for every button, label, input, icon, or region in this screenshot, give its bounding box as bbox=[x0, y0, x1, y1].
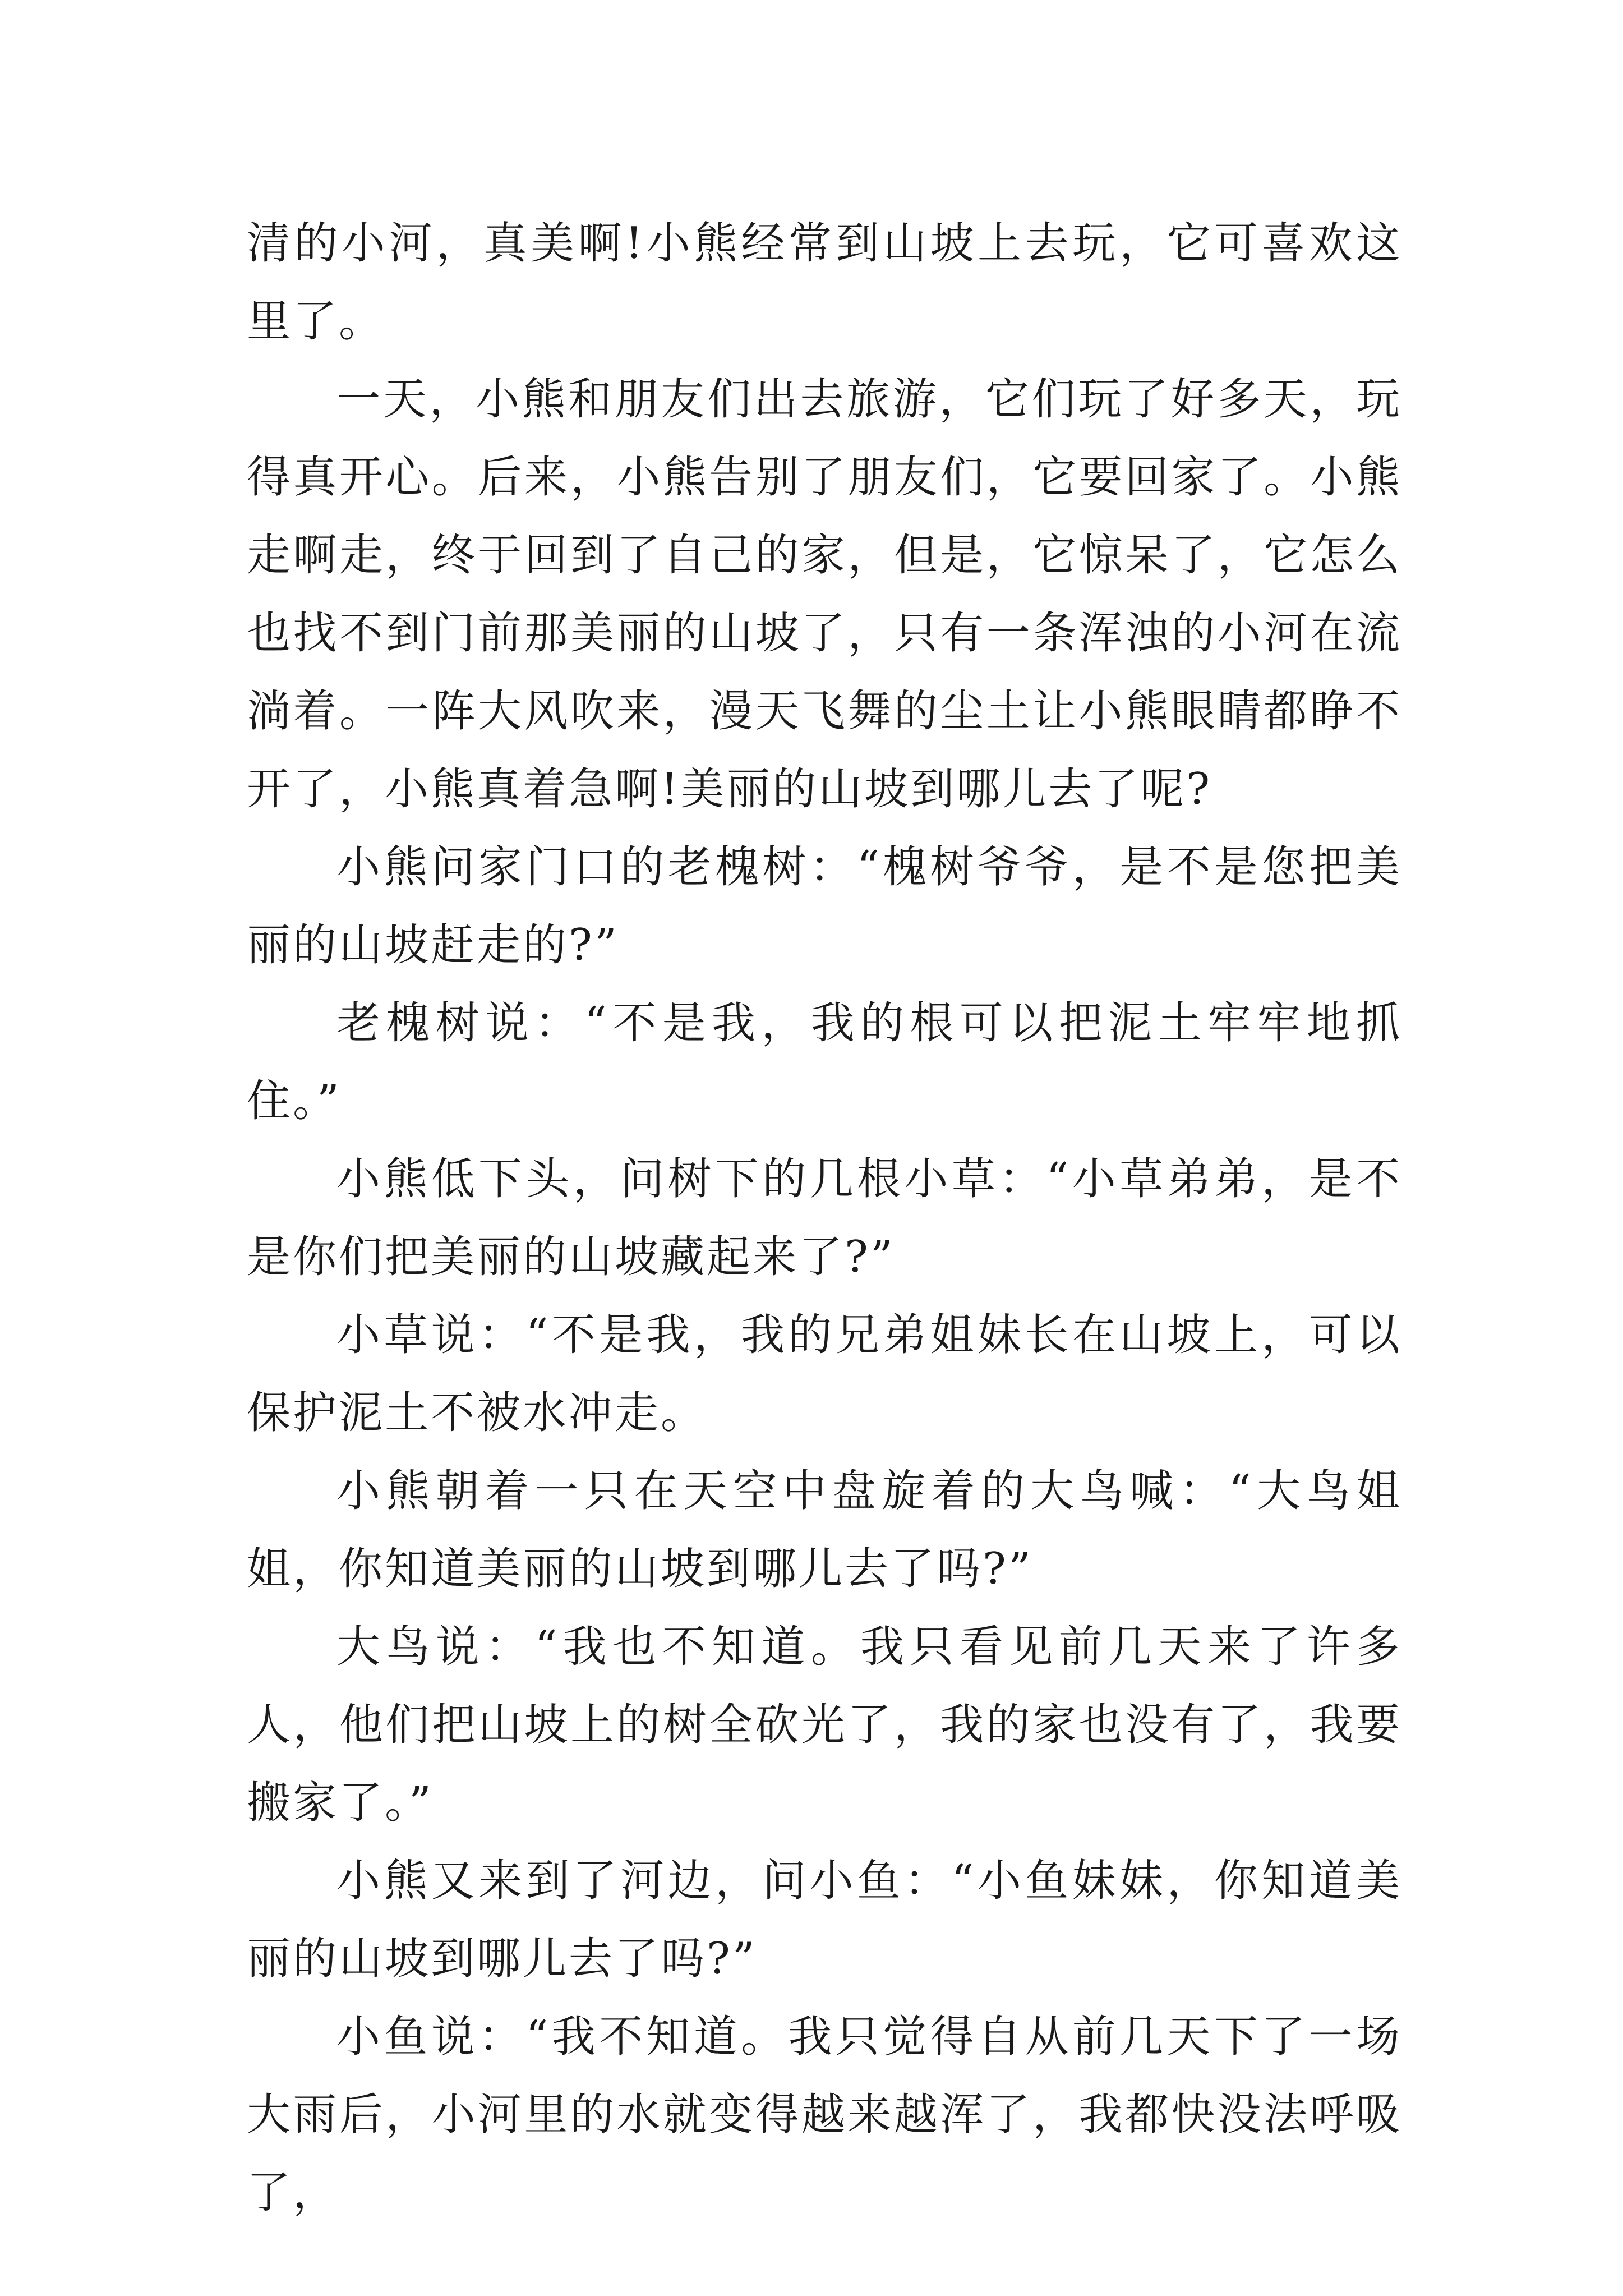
paragraph-9: 小熊又来到了河边，问小鱼：“小鱼妹妹，你知道美丽的山坡到哪儿去了吗?” bbox=[247, 1856, 1402, 1984]
paragraph-3: 小熊问家门口的老槐树：“槐树爷爷，是不是您把美丽的山坡赶走的?” bbox=[247, 842, 1402, 970]
paragraph-1: 清的小河，真美啊!小熊经常到山坡上去玩，它可喜欢这里了。 bbox=[247, 218, 1402, 347]
paragraph-10: 小鱼说：“我不知道。我只觉得自从前几天下了一场大雨后，小河里的水就变得越来越浑了，我都快没法呼吸了， bbox=[247, 2012, 1402, 2218]
paragraph-6: 小草说：“不是我，我的兄弟姐妹长在山坡上，可以保护泥土不被水冲走。 bbox=[247, 1310, 1402, 1438]
story-text bbox=[247, 205, 1402, 2232]
paragraph-4: 老槐树说：“不是我，我的根可以把泥土牢牢地抓住。” bbox=[247, 998, 1402, 1126]
paragraph-2: 一天，小熊和朋友们出去旅游，它们玩了好多天，玩得真开心。后来，小熊告别了朋友们，它要回家了。小熊走啊走，终于回到了自己的家，但是，它惊呆了，它怎么也找不到门前那美丽的山坡了，只有一条浑浊的小河在流淌着。一阵大风吹来，漫天飞舞的尘土让小熊眼睛都睁不开了，小熊真着急啊!美丽的山坡到哪儿去了呢? bbox=[247, 374, 1402, 815]
paragraph-5: 小熊低下头，问树下的几根小草：“小草弟弟，是不是你们把美丽的山坡藏起来了?” bbox=[247, 1154, 1402, 1282]
paragraph-8: 大鸟说：“我也不知道。我只看见前几天来了许多人，他们把山坡上的树全砍光了，我的家也没有了，我要搬家了。” bbox=[247, 1622, 1402, 1828]
paragraph-7: 小熊朝着一只在天空中盘旋着的大鸟喊：“大鸟姐姐，你知道美丽的山坡到哪儿去了吗?” bbox=[247, 1466, 1402, 1594]
